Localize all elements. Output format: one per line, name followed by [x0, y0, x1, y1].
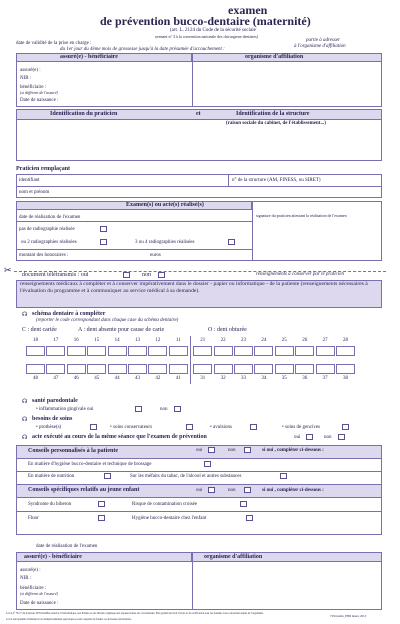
nutrition-checkbox[interactable]: [104, 473, 111, 479]
contamination-label: Risque de contamination croisée: [132, 502, 198, 507]
footer-org-header-label: organisme d'affiliation: [204, 554, 263, 560]
tooth-code-box[interactable]: [193, 364, 212, 374]
address-note-2: à l'organisme d'affiliation: [294, 44, 346, 49]
tooth-number: 27: [322, 338, 328, 343]
tooth-code-box[interactable]: [275, 364, 294, 374]
insured-header-label: assuré(e) - bénéficiaire: [60, 54, 118, 60]
tooth-icon: ☊: [22, 312, 28, 318]
tooth-number: 22: [220, 338, 226, 343]
footer-nir-label: NIR :: [20, 576, 32, 581]
conservative-checkbox[interactable]: [186, 424, 193, 430]
practitioner-and: et: [196, 111, 201, 117]
advice-yes-checkbox[interactable]: [208, 447, 215, 453]
child-hygiene-checkbox[interactable]: [246, 515, 253, 521]
advice-yes: oui: [196, 448, 203, 453]
tooth-code-box[interactable]: [87, 346, 106, 356]
tooth-code-box[interactable]: [128, 346, 147, 356]
substances-checkbox[interactable]: [280, 473, 287, 479]
footer-beneficiary-note: (si différent de l'assuré): [20, 591, 58, 596]
chart-subtitle: (reporter le code correspondant dans chaque case du schéma dentaire): [36, 318, 179, 323]
fluor-label: Fluor: [28, 516, 39, 521]
nutrition-label: En matière de nutrition: [28, 474, 75, 479]
tooth-number: 21: [200, 338, 206, 343]
name-label: nom et prénom: [19, 190, 50, 195]
exam-date-label: date de réalisation de l'examen: [19, 215, 81, 220]
legal-reference: (art. L. 2124 du Code de la sécurité sociale: [170, 28, 256, 33]
tooth-number: 16: [73, 338, 79, 343]
footer-beneficiary-label: bénéficiaire :: [20, 586, 47, 591]
tooth-number: 45: [94, 376, 100, 381]
tooth-code-box[interactable]: [169, 346, 188, 356]
two-xray-label: ou 2 radiographies réalisées: [21, 240, 77, 245]
legal-small-print: La loi n° 78-17 du 6 janvier 1978 modifiée relative à l'informatique, aux fichiers et aux libertés s'applique aux réponses faites sur ce formulaire. Elle garantit un droit d'accès et de rectification pour les données vous concernant auprès de l'organisme.: [6, 612, 264, 615]
divider: [16, 471, 382, 472]
divider: [252, 201, 253, 261]
form-reference: 723Cnamts_EBD mater. 2013: [330, 614, 367, 618]
tooth-code-box[interactable]: [193, 346, 212, 356]
chart-title: schéma dentaire à compléter: [32, 311, 106, 317]
practitioner-id-label: Identification du praticien: [50, 111, 118, 117]
scissors-icon: ✂: [4, 265, 12, 275]
three-xray-checkbox[interactable]: [228, 239, 235, 245]
beneficiary-label: bénéficiaire :: [20, 85, 47, 90]
fees-unit: euros: [150, 253, 161, 258]
tooth-number: 15: [94, 338, 100, 343]
tooth-code-box[interactable]: [108, 364, 127, 374]
structure-note: (raison sociale du cabinet, de l'établissement...): [226, 121, 326, 126]
fees-label: montant des honoraires :: [19, 253, 69, 258]
bottle-label: Syndrome du biberon: [28, 502, 72, 507]
tooth-code-box[interactable]: [316, 346, 335, 356]
divider: [228, 174, 229, 186]
tooth-code-box[interactable]: [295, 364, 314, 374]
prosthesis-label: • prothèse(s): [36, 425, 62, 430]
midline-divider: [190, 336, 191, 384]
tooth-number: 46: [73, 376, 79, 381]
tooth-code-box[interactable]: [254, 346, 273, 356]
advice-if-yes: si oui , compléter ci-dessous :: [262, 448, 324, 453]
gingival-no-checkbox[interactable]: [174, 406, 181, 412]
legal-small-print-2: La loi rend passible d'amende et/ou d'emprisonnement quiconque se rend coupable de fraudes ou de fausses déclarations.: [6, 618, 132, 621]
tooth-number: 11: [175, 338, 181, 343]
divider: [16, 221, 252, 222]
tooth-number: 47: [53, 376, 59, 381]
prosthesis-checkbox[interactable]: [90, 424, 97, 430]
legend-o: O : dent obturée: [208, 327, 247, 333]
exam-title: Examen(s) ou acte(s) réalisé(s): [126, 202, 204, 208]
structure-number-label: n° de la structure (AM, FINESS, ou SIRET): [232, 178, 321, 183]
org-header-label: organisme d'affiliation: [245, 54, 304, 60]
identifiant-label: identifiant: [19, 178, 40, 183]
divider: [192, 562, 193, 610]
divider: [192, 62, 193, 107]
tooth-code-box[interactable]: [214, 346, 233, 356]
tooth-code-box[interactable]: [336, 364, 355, 374]
advice-no: non: [228, 448, 236, 453]
footer-insured-label: assuré(e) :: [20, 568, 41, 573]
tooth-icon: ☊: [22, 435, 28, 441]
tooth-code-box[interactable]: [295, 346, 314, 356]
no-xray-checkbox[interactable]: [100, 226, 107, 232]
tooth-number: 34: [261, 376, 267, 381]
tooth-number: 14: [114, 338, 120, 343]
tooth-number: 33: [241, 376, 246, 381]
tooth-code-box[interactable]: [336, 346, 355, 356]
birthdate-label: Date de naissance :: [20, 98, 59, 103]
tooth-number: 38: [343, 376, 348, 381]
keep-note: renseignements à conserver par le praticien: [256, 272, 344, 277]
tooth-number: 41: [175, 376, 181, 381]
tooth-number: 13: [135, 338, 140, 343]
no-xray-label: pas de radiographie réalisée: [19, 227, 75, 232]
tooth-code-box[interactable]: [214, 364, 233, 374]
avulsions-checkbox[interactable]: [250, 424, 257, 430]
tooth-code-box[interactable]: [46, 364, 65, 374]
avulsions-label: • avulsions: [210, 425, 232, 430]
legend-a: A : dent absente pour cause de carie: [78, 327, 165, 333]
tooth-number: 18: [33, 338, 38, 343]
needs-title: besoins de soins: [32, 416, 73, 422]
title-line-1: examen: [228, 3, 268, 17]
tooth-number: 42: [155, 376, 161, 381]
child-no: non: [228, 488, 236, 493]
divider: [16, 186, 382, 187]
replacement-title: Praticien remplaçant: [16, 166, 71, 172]
transmitted-no-label: non: [142, 272, 151, 278]
structure-id-label: Identification de la structure: [236, 111, 310, 117]
child-hygiene-label: Hygiène bucco-dentaire chez l'enfant: [132, 516, 207, 521]
child-title: Conseils spécifiques relatifs au jeune enfant: [28, 487, 140, 493]
tooth-code-box[interactable]: [234, 364, 253, 374]
tooth-number: 32: [220, 376, 226, 381]
footer-date-label: date de réalisation de l'examen: [36, 544, 98, 549]
tooth-icon: ☊: [22, 417, 28, 423]
tooth-number: 26: [302, 338, 308, 343]
tooth-code-box[interactable]: [148, 346, 167, 356]
transmitted-no-checkbox[interactable]: [158, 272, 165, 278]
tooth-number: 23: [241, 338, 246, 343]
fluor-checkbox[interactable]: [98, 515, 105, 521]
advice-no-checkbox[interactable]: [244, 447, 251, 453]
legend-c: C : dent cariée: [22, 327, 57, 333]
tooth-number: 31: [200, 376, 206, 381]
tooth-number: 35: [281, 376, 287, 381]
legal-reference-2: avenant n° 3 à la convention nationale des chirurgiens-dentistes): [155, 34, 259, 39]
tooth-code-box[interactable]: [26, 346, 45, 356]
same-session-no-checkbox[interactable]: [338, 434, 345, 440]
tooth-code-box[interactable]: [148, 364, 167, 374]
title-line-2: de prévention bucco-dentaire (maternité): [100, 14, 311, 28]
tooth-number: 48: [33, 376, 38, 381]
insured-label: assuré(e) :: [20, 68, 41, 73]
tooth-code-box[interactable]: [234, 346, 253, 356]
hygiene-label: En matière d'hygiène bucco-dentaire et technique de brossage: [28, 462, 152, 467]
hygiene-checkbox[interactable]: [204, 461, 211, 467]
tooth-code-box[interactable]: [316, 364, 335, 374]
same-session-label: acte exécuté au cours de la même séance que l'examen de prévention: [32, 434, 207, 440]
two-xray-checkbox[interactable]: [100, 239, 107, 245]
tooth-icon: ☊: [22, 399, 28, 405]
tooth-number: 37: [322, 376, 328, 381]
tooth-number: 44: [114, 376, 120, 381]
tooth-number: 43: [135, 376, 140, 381]
transmitted-yes-checkbox[interactable]: [123, 272, 130, 278]
transmitted-label: document télétransmis : oui: [22, 272, 89, 278]
gingival-yes-checkbox[interactable]: [135, 406, 142, 412]
tooth-number: 36: [302, 376, 308, 381]
footer-insured-header-label: assuré(e) - bénéficiaire: [24, 554, 82, 560]
gingival-label: • inflammation gingivale oui: [36, 407, 94, 412]
signature-note: signature du praticien attestant la réalisation de l'examen: [256, 213, 347, 218]
divider: [16, 511, 382, 512]
tooth-number: 25: [281, 338, 287, 343]
perio-title: santé parodontale: [32, 398, 78, 404]
tooth-number: 17: [53, 338, 59, 343]
nir-label: NIR :: [20, 76, 32, 81]
tooth-code-box[interactable]: [254, 364, 273, 374]
footer-birthdate-label: Date de naissance :: [20, 601, 59, 606]
bottle-checkbox[interactable]: [98, 501, 105, 507]
tooth-code-box[interactable]: [67, 364, 86, 374]
beneficiary-note: (si différent de l'assuré): [20, 90, 58, 95]
conservative-label: • soins conservateurs: [110, 425, 153, 430]
same-session-no: non: [324, 435, 332, 440]
tooth-code-box[interactable]: [128, 364, 147, 374]
tooth-code-box[interactable]: [67, 346, 86, 356]
tooth-code-box[interactable]: [108, 346, 127, 356]
tooth-code-box[interactable]: [26, 364, 45, 374]
advice-title: Conseils personnalisés à la patiente: [28, 448, 119, 454]
gum-care-label: • soins de gencives: [282, 425, 320, 430]
same-session-yes-checkbox[interactable]: [306, 434, 313, 440]
child-if-yes: si oui , compléter ci-dessous :: [262, 488, 324, 493]
tooth-code-box[interactable]: [169, 364, 188, 374]
tooth-number: 12: [155, 338, 161, 343]
divider: [16, 249, 252, 250]
child-no-checkbox[interactable]: [244, 487, 251, 493]
substances-label: Sur les méfaits du tabac, de l'alcool et autres substances: [130, 474, 242, 479]
instruction-text: renseignements médicaux à compléter et à conserver impérativement dans le dossier - papier ou informatique - de la patiente (renseignements nécessaires à l'évaluation du programme et à communiquer au service médical à sa demande).: [20, 281, 368, 294]
tooth-number: 28: [343, 338, 348, 343]
gum-care-checkbox[interactable]: [342, 424, 349, 430]
tooth-code-box[interactable]: [87, 364, 106, 374]
contamination-checkbox[interactable]: [240, 501, 247, 507]
child-yes: oui: [196, 488, 203, 493]
tooth-code-box[interactable]: [275, 346, 294, 356]
same-session-yes: oui: [294, 435, 301, 440]
tooth-code-box[interactable]: [46, 346, 65, 356]
validity-period: du 1er jour du 4ème mois de grossesse jusqu'à la date présumée d'accouchement :: [60, 47, 225, 52]
child-yes-checkbox[interactable]: [208, 487, 215, 493]
gingival-no-label: non: [160, 407, 168, 412]
tooth-number: 24: [261, 338, 267, 343]
validity-label: date de validité de la prise en charge :: [16, 41, 92, 46]
address-note: partie à adresser: [306, 38, 340, 43]
three-xray-label: 3 ou 4 radiographies réalisées: [135, 240, 195, 245]
